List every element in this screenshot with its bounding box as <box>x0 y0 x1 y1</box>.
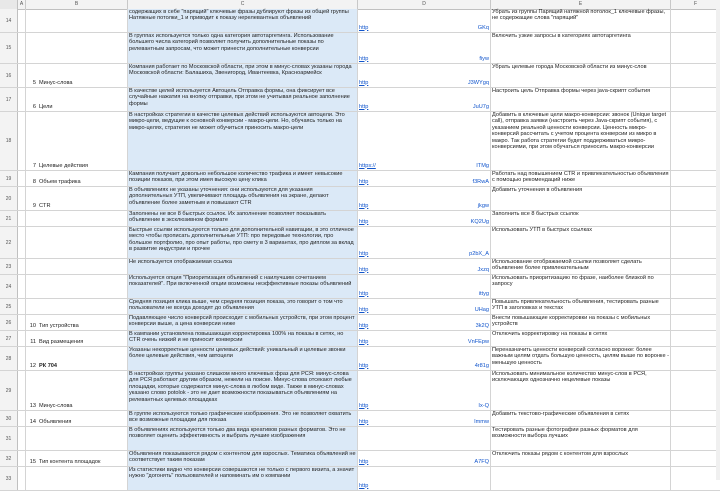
link-prefix: http <box>359 103 369 110</box>
cell-a[interactable] <box>18 9 26 32</box>
cell-a[interactable] <box>18 427 26 450</box>
table-row[interactable] <box>0 259 720 275</box>
cell-category[interactable] <box>26 299 128 314</box>
link-prefix: http <box>359 290 369 297</box>
cell-f[interactable] <box>671 33 720 63</box>
cell-category[interactable] <box>26 315 128 330</box>
cell-recommendation[interactable] <box>491 411 671 426</box>
description-text: В группах используется только одна категория автотаргетинга. Использование большего числа категорий позволяет получить дополнительные показы по релевантным запросам, что может принести дополнительные конверсии <box>129 33 334 52</box>
table-row[interactable] <box>0 331 720 347</box>
cell-a[interactable] <box>18 64 26 87</box>
row-number[interactable]: 29 <box>0 371 18 410</box>
description-text: Подавляющее число конверсий происходит с мобильных устройств, при этом процент конверсии выше, а цена конверсии ниже <box>129 315 355 328</box>
cell-recommendation[interactable] <box>491 315 671 330</box>
category-label: Минус-слова <box>39 79 73 86</box>
cell-recommendation[interactable] <box>491 299 671 314</box>
link-prefix: http <box>359 24 369 31</box>
cell-f[interactable] <box>671 227 720 258</box>
screenshot-link[interactable] <box>359 403 489 409</box>
description-text: Средняя позиция клика выше, чем средняя позиция показа, это говорит о том что пользователи не всегда доходят до объявления <box>129 299 343 312</box>
screenshot-link[interactable] <box>359 219 489 225</box>
link-prefix: http <box>359 202 369 209</box>
cell-link[interactable] <box>358 227 491 258</box>
cell-category[interactable] <box>26 211 128 226</box>
cell-link[interactable] <box>358 64 491 87</box>
row-number[interactable]: 24 <box>0 275 18 298</box>
cell-recommendation[interactable] <box>491 211 671 226</box>
description-text: Используется опция "Приоритизация объявлений с наилучшим сочетанием показателей". При включенной опции возможны неэффективные показы объявлений <box>129 275 352 288</box>
cell-f[interactable] <box>671 371 720 410</box>
link-prefix: http <box>359 458 369 465</box>
cell-a[interactable] <box>18 88 26 111</box>
cell-category[interactable] <box>26 88 128 111</box>
cell-recommendation[interactable] <box>491 64 671 87</box>
category-label: Целевые действия <box>39 162 89 169</box>
cell-description[interactable] <box>128 427 358 450</box>
recommendation-text: Заполнить все 8 быстрых ссылок <box>492 211 579 217</box>
link-suffix: A7FQ <box>474 458 489 465</box>
link-suffix: ittyg <box>478 290 489 297</box>
cell-description[interactable] <box>128 371 358 410</box>
description-text: Кампания получает довольно небольшое количество трафика и имеет невысокие позиции показов, при этом имея высокую цену клика <box>129 171 343 184</box>
description-text: Объявления показываются рядом с контентом для взрослых. Тематика объявлений не соответствует таким показам <box>129 451 356 464</box>
link-suffix: 4r81g <box>474 362 489 369</box>
cell-link[interactable] <box>358 315 491 330</box>
cell-link[interactable] <box>358 171 491 186</box>
description-text: В группе используются только графические изображения. Это не позволяет охватить все возможные площадки для показа <box>129 411 352 424</box>
recommendation-text: Добавить текстово-графические объявления в сетях <box>492 411 630 417</box>
table-row[interactable] <box>0 451 720 467</box>
item-number: 15 <box>29 458 36 465</box>
category-label: Объем трафика <box>39 178 81 185</box>
link-suffix: jkgw <box>477 202 489 209</box>
link-prefix: http <box>359 402 369 409</box>
cell-description[interactable] <box>128 315 358 330</box>
link-suffix: UHag <box>474 306 489 313</box>
item-number: 10 <box>29 322 36 329</box>
cell-description[interactable] <box>128 275 358 298</box>
cell-f[interactable] <box>671 411 720 426</box>
screenshot-link[interactable] <box>359 419 489 425</box>
cell-description[interactable] <box>128 187 358 210</box>
cell-category[interactable] <box>26 187 128 210</box>
cell-a[interactable] <box>18 467 26 490</box>
link-prefix: http <box>359 55 369 62</box>
cell-a[interactable] <box>18 347 26 370</box>
select-all-corner[interactable] <box>0 0 18 9</box>
cell-link[interactable] <box>358 33 491 63</box>
cell-link[interactable] <box>358 411 491 426</box>
description-text: В объявлениях не указаны уточнения: они используются для указания дополнительных УТП, увеличивают площадь объявления на экране, делают объявление более заметным и повышают CTR <box>129 187 329 206</box>
cell-category[interactable] <box>26 9 128 32</box>
cell-category[interactable] <box>26 259 128 274</box>
item-number: 8 <box>32 178 36 185</box>
vertical-scrollbar[interactable] <box>716 9 720 480</box>
item-number: 12 <box>29 362 36 369</box>
cell-f[interactable] <box>671 467 720 490</box>
category-label: Цели <box>39 103 53 110</box>
recommendation-text: Использование отображаемой ссылки позволяет сделать объявление более привлекательным <box>492 259 642 272</box>
screenshot-link[interactable] <box>359 291 489 297</box>
cell-recommendation[interactable] <box>491 427 671 450</box>
cell-link[interactable] <box>358 187 491 210</box>
description-text: Указаны некорректные ценности целевых действий: уникальный и целевые звонки более целевые действия, чем автоцели <box>129 347 346 360</box>
row-number[interactable]: 27 <box>0 331 18 346</box>
recommendation-text: Добавить уточнения в объявления <box>492 187 583 193</box>
cell-recommendation[interactable] <box>491 371 671 410</box>
link-prefix: http <box>359 178 369 185</box>
link-prefix: https:// <box>359 162 376 169</box>
recommendation-text: Работать над повышением CTR и привлекательностью объявления с помощью рекомендаций ниже <box>492 171 669 184</box>
cell-category[interactable] <box>26 64 128 87</box>
table-row[interactable] <box>0 427 720 451</box>
screenshot-link[interactable] <box>359 80 489 86</box>
cell-f[interactable] <box>671 171 720 186</box>
cell-link[interactable] <box>358 88 491 111</box>
row-number[interactable]: 19 <box>0 171 18 186</box>
recommendation-text: Повышать привлекательность объявления, тестировать разные УТП в заголовках и текстах <box>492 299 659 312</box>
link-prefix: http <box>359 218 369 225</box>
table-row[interactable] <box>0 171 720 187</box>
column-header-c[interactable]: C <box>128 0 358 9</box>
screenshot-link[interactable] <box>359 363 489 369</box>
cell-link[interactable] <box>358 259 491 274</box>
link-prefix: http <box>359 250 369 257</box>
link-suffix: Ix-Q <box>478 402 489 409</box>
cell-f[interactable] <box>671 259 720 274</box>
cell-a[interactable] <box>18 171 26 186</box>
link-prefix: http <box>359 418 369 425</box>
link-suffix: JuU7g <box>472 103 489 110</box>
category-label: Вид размещения <box>39 338 84 345</box>
row-number[interactable]: 16 <box>0 64 18 87</box>
cell-recommendation[interactable] <box>491 259 671 274</box>
cell-link[interactable] <box>358 299 491 314</box>
table-row[interactable] <box>0 467 720 491</box>
description-text: Не используется отображаемая ссылка <box>129 259 232 265</box>
row-number[interactable]: 18 <box>0 112 18 170</box>
item-number: 13 <box>29 402 36 409</box>
cell-recommendation[interactable] <box>491 187 671 210</box>
cell-link[interactable] <box>358 275 491 298</box>
category-label: CTR <box>39 202 51 209</box>
category-label: Тип контента площадок <box>39 458 101 465</box>
cell-f[interactable] <box>671 88 720 111</box>
recommendation-text: Отключить показы рядом с контентом для взрослых <box>492 451 629 457</box>
cell-category[interactable] <box>26 171 128 186</box>
screenshot-link[interactable] <box>359 307 489 313</box>
cell-recommendation[interactable] <box>491 467 671 490</box>
link-suffix: Immw <box>474 418 489 425</box>
row-number[interactable]: 14 <box>0 9 18 32</box>
row-number[interactable]: 30 <box>0 411 18 426</box>
column-header-b[interactable]: B <box>26 0 128 9</box>
recommendation-text: Внести повышающие корректировки на показы с мобильных устройств <box>492 315 651 328</box>
column-header-f[interactable]: F <box>693 1 698 7</box>
cell-recommendation[interactable] <box>491 451 671 466</box>
cell-a[interactable] <box>18 33 26 63</box>
cell-category[interactable] <box>26 451 128 466</box>
cell-category[interactable] <box>26 112 128 170</box>
cell-recommendation[interactable] <box>491 33 671 63</box>
recommendation-text: Убрать из группы Парящий натяжной потолок_1 ключевые фразы, не содержащие слова "парящий" <box>492 9 666 22</box>
screenshot-link[interactable] <box>359 251 489 257</box>
link-prefix: http <box>359 322 369 329</box>
description-text: В настройках группы указано слишком много ключевых фраз для РСЯ: минус-слова для РСЯ работают другим образом, нежели на поиске. Минус-слова отсекают любые площадки, которые содержатся минус-слова в любом виде. Также в минус-словах указано слово potolok - это не дает возможности показываться объявлениям на релевантных целевых площадках <box>129 371 352 403</box>
item-number: 5 <box>32 79 36 86</box>
cell-link[interactable] <box>358 467 491 490</box>
cell-link[interactable] <box>358 331 491 346</box>
cell-a[interactable] <box>18 299 26 314</box>
column-header-a[interactable]: A <box>18 0 26 9</box>
cell-description[interactable] <box>128 171 358 186</box>
link-suffix: f3RwA <box>472 178 489 185</box>
cell-category[interactable] <box>26 347 128 370</box>
screenshot-link[interactable] <box>359 25 489 31</box>
cell-f[interactable] <box>671 427 720 450</box>
link-suffix: J3WYgq <box>467 79 489 86</box>
cell-recommendation[interactable] <box>491 112 671 170</box>
recommendation-text: Настроить цель Отправка формы через java-скрипт события <box>492 88 651 94</box>
screenshot-link[interactable] <box>359 179 489 185</box>
cell-link[interactable] <box>358 347 491 370</box>
cell-a[interactable] <box>18 211 26 226</box>
cell-category[interactable] <box>26 227 128 258</box>
table-row[interactable] <box>0 9 720 33</box>
cell-link[interactable] <box>358 427 491 450</box>
cell-recommendation[interactable] <box>491 88 671 111</box>
table-row[interactable] <box>0 275 720 299</box>
cell-description[interactable] <box>128 331 358 346</box>
cell-link[interactable] <box>358 451 491 466</box>
link-prefix: http <box>359 306 369 313</box>
cell-description[interactable] <box>128 112 358 170</box>
recommendation-text: Включить узкие запросы в категориях автотаргетинга <box>492 33 631 39</box>
category-label: Объявления <box>39 418 72 425</box>
category-label: Тип устройства <box>39 322 79 329</box>
item-number: 6 <box>32 103 36 110</box>
cell-description[interactable] <box>128 259 358 274</box>
description-text: В кампании установлена повышающая корректировка 100% на показы в сетях, но CTR очень низкий и не приносит конверсии <box>129 331 344 344</box>
row-number[interactable]: 31 <box>0 427 18 450</box>
cell-category[interactable] <box>26 33 128 63</box>
category-label: Минус-слова <box>39 402 73 409</box>
description-text: В объявлениях используются только два вида креативов разных форматов. Это не позволяет оценить эффективность и выбрать лучшие изображения <box>129 427 346 440</box>
cell-a[interactable] <box>18 227 26 258</box>
description-text: Компания работает по Московской области, при этом в минус-словах указаны города Московской области: Балашиха, Звенигород, Ивантеевка, Красноармейск <box>129 64 352 77</box>
row-number[interactable]: 15 <box>0 33 18 63</box>
cell-recommendation[interactable] <box>491 331 671 346</box>
cell-a[interactable] <box>18 112 26 170</box>
item-number: 7 <box>32 162 36 169</box>
cell-description[interactable] <box>128 451 358 466</box>
cell-f[interactable] <box>671 211 720 226</box>
cell-category[interactable] <box>26 371 128 410</box>
link-suffix: KQ2Ug <box>470 218 489 225</box>
recommendation-text: Убрать целевые города Московской области из минус-слов <box>492 64 647 70</box>
link-suffix: fiyw <box>479 55 489 62</box>
cell-f[interactable] <box>671 347 720 370</box>
cell-recommendation[interactable] <box>491 9 671 32</box>
table-row[interactable] <box>0 211 720 227</box>
description-text: Заполнены не все 8 быстрых ссылок. Их заполнение позволяет показывать объявление в эксклюзивном формате <box>129 211 327 224</box>
cell-link[interactable] <box>358 371 491 410</box>
cell-f[interactable] <box>671 112 720 170</box>
cell-f[interactable] <box>671 315 720 330</box>
table-row[interactable] <box>0 112 720 171</box>
cell-f[interactable] <box>671 331 720 346</box>
cell-a[interactable] <box>18 315 26 330</box>
cell-description[interactable] <box>128 227 358 258</box>
cell-a[interactable] <box>18 451 26 466</box>
link-prefix: http <box>359 79 369 86</box>
row-number[interactable]: 28 <box>0 347 18 370</box>
row-number[interactable]: 32 <box>0 451 18 466</box>
link-suffix: ITMg <box>476 162 489 169</box>
cell-category[interactable] <box>26 427 128 450</box>
screenshot-link[interactable] <box>359 483 489 489</box>
cell-link[interactable] <box>358 112 491 170</box>
screenshot-link[interactable] <box>359 323 489 329</box>
recommendation-text: Переназначить ценности конверсий согласно воронке: более важным целям отдать большую ценность, целям выше по воронке - меньшую ценность <box>492 347 669 366</box>
category-label: РК 704 <box>39 362 58 369</box>
table-row[interactable] <box>0 371 720 411</box>
screenshot-link[interactable] <box>359 339 489 345</box>
link-suffix: p2bX_A <box>469 250 489 257</box>
cell-link[interactable] <box>358 9 491 32</box>
item-number: 11 <box>30 338 36 345</box>
screenshot-link[interactable] <box>359 459 489 465</box>
cell-f[interactable] <box>671 9 720 32</box>
recommendation-text: Добавить в ключевые цели макро-конверсии: звонок (Unique target call), отправка заявки (настроить через Java-скрипт события), с указанием реальной ценности конверсии. Ценность микро-конверсий рассчитать с учетом процента конверсии из микро в макро. Так работа стратегии будет поддерживаться микро-конверсиями, при этом обучаться приносить макро-конверсии <box>492 112 667 151</box>
cell-description[interactable] <box>128 347 358 370</box>
recommendation-text: Тестировать разные фотографии разных форматов для возможности выбора лучших <box>492 427 638 440</box>
cell-recommendation[interactable] <box>491 275 671 298</box>
recommendation-text: Отключить корректировку на показы в сетях <box>492 331 608 337</box>
cell-category[interactable] <box>26 411 128 426</box>
description-text: В качестве целей используется Автоцель Отправка формы, она фиксирует все случайные нажатия на кнопку отправки, при этом не учитывая реальное заполнение формы <box>129 88 350 107</box>
table-row[interactable] <box>0 347 720 371</box>
link-suffix: VnFEpw <box>467 338 489 345</box>
table-row[interactable] <box>0 299 720 315</box>
screenshot-link[interactable] <box>359 163 489 169</box>
table-row[interactable] <box>0 187 720 211</box>
cell-description[interactable] <box>128 88 358 111</box>
row-number[interactable]: 20 <box>0 187 18 210</box>
table-row[interactable] <box>0 64 720 88</box>
cell-a[interactable] <box>18 187 26 210</box>
link-suffix: Jxzq <box>477 266 489 273</box>
description-text: Из статистики видно что конверсии совершаются не только с первого визита, а значит нужно "догонять" пользователей и напоминать им о компании <box>129 467 355 480</box>
cell-recommendation[interactable] <box>491 227 671 258</box>
cell-description[interactable] <box>128 33 358 63</box>
cell-a[interactable] <box>18 411 26 426</box>
link-prefix: http <box>359 362 369 369</box>
column-header-d[interactable]: D <box>358 0 491 9</box>
row-number[interactable]: 25 <box>0 299 18 314</box>
cell-link[interactable] <box>358 211 491 226</box>
column-header-e[interactable]: E <box>491 0 671 9</box>
link-prefix: http <box>359 338 369 345</box>
screenshot-link[interactable] <box>359 104 489 110</box>
recommendation-text: Использовать минимальное количество минус-слов в РСЯ, исключающих однозначно нецелевые показы <box>492 371 647 384</box>
link-suffix: GKq <box>477 24 489 31</box>
cell-recommendation[interactable] <box>491 171 671 186</box>
cell-description[interactable] <box>128 9 358 32</box>
table-row[interactable] <box>0 315 720 331</box>
cell-description[interactable] <box>128 467 358 490</box>
cell-f[interactable] <box>671 64 720 87</box>
description-text: содержащих в себе "парящий" ключевые фразы дублируют фразы из общей группы Натяжные потолки_1 и приводит к показу нерелевантных объявлений <box>129 9 349 22</box>
cell-description[interactable] <box>128 299 358 314</box>
cell-description[interactable] <box>128 411 358 426</box>
cell-f[interactable] <box>671 275 720 298</box>
row-number[interactable]: 17 <box>0 88 18 111</box>
cell-a[interactable] <box>18 371 26 410</box>
description-text: Быстрые ссылки используются только для дополнительной навигации, в это отличное место чтобы прописать дополнительные УТП: про передовые технологии, про большое портфолио, про опыт работы, про смету в 3 вариантах, про диплом за вклад в развитие индустрии и прочее <box>129 227 354 253</box>
cell-recommendation[interactable] <box>491 347 671 370</box>
table-row[interactable] <box>0 33 720 64</box>
link-prefix: http <box>359 482 369 489</box>
item-number: 14 <box>29 418 36 425</box>
table-row[interactable] <box>0 411 720 427</box>
table-row[interactable] <box>0 88 720 112</box>
link-prefix: http <box>359 266 369 273</box>
item-number: 9 <box>32 202 36 209</box>
cell-a[interactable] <box>18 275 26 298</box>
screenshot-link[interactable] <box>359 267 489 273</box>
recommendation-text: Использовать УТП в быстрых ссылках <box>492 227 593 233</box>
row-number[interactable]: 26 <box>0 315 18 330</box>
screenshot-link[interactable] <box>359 203 489 209</box>
cell-a[interactable] <box>18 259 26 274</box>
cell-category[interactable] <box>26 467 128 490</box>
recommendation-text: Использовать приоритизацию по фразе, наиболее близкой по запросу <box>492 275 654 288</box>
link-suffix: 3k2Q <box>475 322 489 329</box>
cell-f[interactable] <box>671 187 720 210</box>
cell-description[interactable] <box>128 64 358 87</box>
cell-a[interactable] <box>18 331 26 346</box>
screenshot-link[interactable] <box>359 56 489 62</box>
table-row[interactable] <box>0 227 720 259</box>
row-number[interactable]: 23 <box>0 259 18 274</box>
cell-description[interactable] <box>128 211 358 226</box>
description-text: В настройках стратегии в качестве целевых действий используются автоцели. Это микро-цели, ведущие к основной конверсии - макро-цели. Но, обучаясь только на микро-целях, стратегия не может обучиться приносить макро-цели <box>129 112 345 131</box>
cell-category[interactable] <box>26 275 128 298</box>
cell-category[interactable] <box>26 331 128 346</box>
row-number[interactable]: 22 <box>0 227 18 258</box>
row-number[interactable]: 21 <box>0 211 18 226</box>
cell-f[interactable] <box>671 299 720 314</box>
row-number[interactable]: 33 <box>0 467 18 490</box>
cell-f[interactable] <box>671 451 720 466</box>
